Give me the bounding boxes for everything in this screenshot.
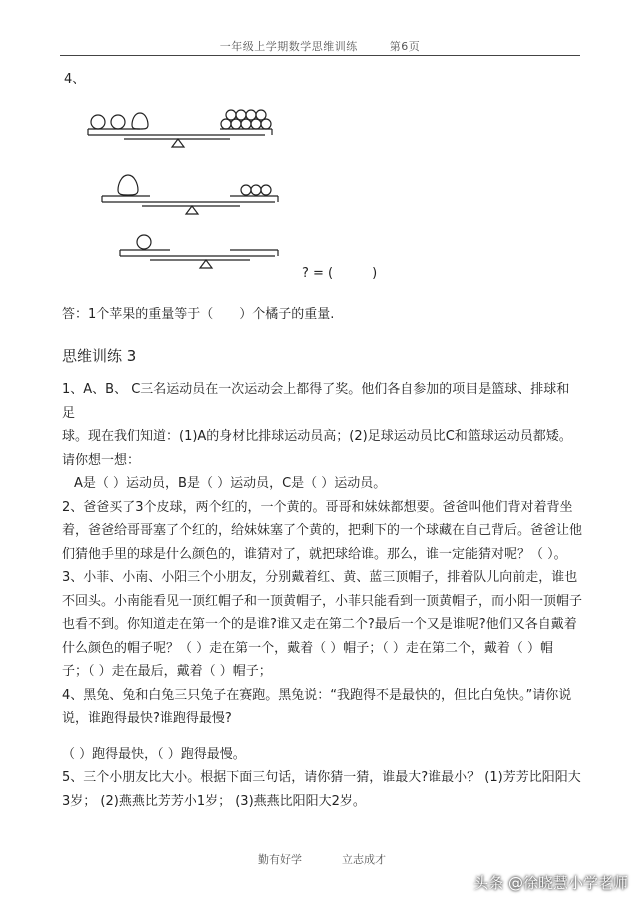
scale-1 bbox=[88, 110, 272, 147]
balance-scales-figure bbox=[80, 95, 320, 285]
orange-group-3 bbox=[241, 185, 271, 195]
scale-3-fulcrum bbox=[200, 260, 212, 268]
header-title: 一年级上学期数学思维训练 bbox=[219, 40, 358, 53]
scale-1-fulcrum bbox=[172, 139, 184, 147]
footer-right: 立志成才 bbox=[342, 853, 386, 866]
pear-icon bbox=[132, 113, 148, 129]
scale-3 bbox=[120, 235, 278, 268]
pear-icon bbox=[118, 175, 138, 195]
page-header bbox=[60, 38, 580, 54]
text-line: 请你想一想： bbox=[62, 452, 141, 468]
text-line: 着，爸爸给哥哥塞了个红的，给妹妹塞了个黄的，把剩下的一个球藏在自己背后。爸爸让他 bbox=[62, 523, 583, 538]
question-4-answer: 答：1个苹果的重量等于（ ）个橘子的重量. bbox=[62, 307, 335, 322]
question-4-number: 4、 bbox=[64, 72, 86, 87]
exercise-text bbox=[62, 378, 582, 813]
text-line: 5、三个小朋友比大小。根据下面三句话，请你猜一猜，谁最大?谁最小？ (1)芳芳比阳阳大 bbox=[62, 770, 581, 785]
apple-icon bbox=[91, 115, 105, 129]
header-page-number: 第6页 bbox=[389, 40, 421, 53]
text-line: 3岁； (2)燕燕比芳芳小1岁； (3)燕燕比阳阳大2岁。 bbox=[62, 793, 366, 809]
text-line: 们猜他手里的球是什么颜色的，谁猜对了，就把球给谁。那么，谁一定能猜对呢？（ ）。 bbox=[62, 546, 567, 562]
text-line: （ ）跑得最快，（ ）跑得最慢。 bbox=[62, 746, 246, 762]
apple-icon bbox=[111, 115, 125, 129]
text-line: 不回头。小南能看见一顶红帽子和一顶黄帽子，小菲只能看到一顶黄帽子，而小阳一顶帽子 bbox=[62, 593, 583, 609]
text-line: 也看不到。你知道走在第一个的是谁?谁又走在第二个?最后一个又是谁呢?他们又各自戴着 bbox=[62, 617, 577, 632]
text-line: 2、爸爸买了3个皮球，两个红的，一个黄的。哥哥和妹妹都想要。爸爸叫他们背对着背坐 bbox=[62, 499, 573, 515]
question-mark-equation: ? = ( ) bbox=[302, 266, 378, 281]
scale-2 bbox=[102, 175, 278, 214]
text-line: 什么颜色的帽子呢？（ ）走在第一个，戴着（ ）帽子；（ ）走在第二个，戴着（ ）帽 bbox=[62, 640, 554, 656]
orange-group-9 bbox=[221, 110, 271, 129]
text-line: 子；（ ）走在最后，戴着（ ）帽子； bbox=[62, 664, 272, 679]
text-line: 4、黑兔、兔和白兔三只兔子在赛跑。黑兔说：“我跑得不是最快的，但比白兔快。”请你说 bbox=[62, 687, 572, 703]
footer-left: 勤有好学 bbox=[258, 853, 302, 866]
text-line: 3、小菲、小南、小阳三个小朋友，分别戴着红、黄、蓝三顶帽子，排着队儿向前走，谁也 bbox=[62, 570, 578, 585]
scale-2-fulcrum bbox=[186, 206, 198, 214]
text-line: 说，谁跑得最快?谁跑得最慢? bbox=[62, 711, 232, 726]
apple-icon bbox=[137, 235, 151, 249]
text-line: 球。现在我们知道：(1)A的身材比排球运动员高；(2)足球运动员比C和篮球运动员都矮。 bbox=[62, 429, 572, 444]
text-line: 1、A、B、 C三名运动员在一次运动会上都得了奖。他们各自参加的项目是篮球、排球和足 bbox=[62, 382, 570, 421]
text-line: A是（ ）运动员，B是（ ）运动员，C是（ ）运动员。 bbox=[74, 476, 387, 491]
header-rule bbox=[60, 55, 580, 56]
section-title: 思维训练 3 bbox=[62, 347, 137, 365]
watermark: 头条 @徐晓慧小学老师 bbox=[473, 874, 628, 892]
